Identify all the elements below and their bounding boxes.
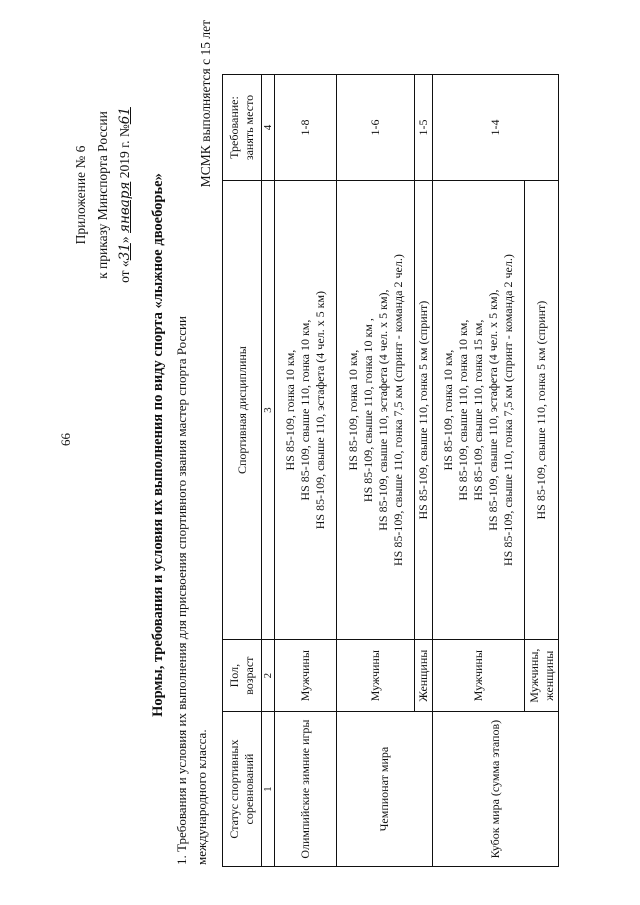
- discipline-item: HS 85-109, свыше 110, гонка 15 км,: [471, 319, 485, 501]
- discipline-item: HS 85-109, гонка 10 км,: [283, 349, 297, 471]
- discipline-item: HS 85-109, свыше 110, эстафета (4 чел. х 5 км): [313, 290, 327, 530]
- document-title: Нормы, требования и условия их выполнения по виду спорта «лыжное двоеборье»: [150, 173, 166, 717]
- header-disciplines: Спортивная дисциплины: [223, 180, 262, 639]
- gender-cell: Мужчины: [275, 640, 337, 712]
- status-cell: Чемпионат мира: [337, 712, 433, 867]
- header-gender-age: Пол, возраст: [223, 640, 262, 712]
- place-cell: 1-6: [337, 75, 415, 181]
- discipline-item: HS 85-109, свыше 110, гонка 10 км,: [456, 319, 470, 501]
- discipline-item: HS 85-109, свыше 110, гонка 10 км,: [298, 319, 312, 501]
- intro-text: [172, 75, 212, 865]
- discipline-item: HS 85-109, свыше 110, гонка 5 км (спринт): [534, 300, 548, 520]
- age-note: МСМК выполняется с 15 лет: [198, 20, 213, 188]
- place-cell: 1-5: [415, 75, 433, 181]
- status-cell: Кубок мира (сумма этапов): [433, 712, 559, 867]
- discipline-item: HS 85-109, свыше 110, гонка 5 км (спринт): [416, 300, 430, 520]
- page-number: 66: [58, 433, 73, 446]
- gender-cell: Женщины: [415, 640, 433, 712]
- discipline-item: HS 85-109, свыше 110, эстафета (4 чел. х 5 км),: [375, 289, 390, 531]
- table-row: [275, 75, 337, 867]
- gender-cell: Мужчины, женщины: [525, 640, 559, 712]
- place-cell: 1-8: [275, 75, 337, 181]
- disciplines-cell: [337, 180, 415, 639]
- table-row: [337, 75, 415, 867]
- appendix-number: Приложение № 6: [73, 145, 88, 245]
- disciplines-cell: [433, 180, 525, 639]
- discipline-item: HS 85-109, гонка 10 км,: [345, 349, 360, 471]
- table-row: [433, 75, 525, 867]
- status-cell: Олимпийские зимние игры: [275, 712, 337, 867]
- discipline-item: HS 85-109, свыше 110, гонка 7,5 км (спринт - команда 2 чел.): [390, 254, 405, 566]
- column-number: 4: [262, 75, 275, 181]
- intro-line-1: 1. Требования и условия их выполнения для присвоения спортивного звания мастер спорта России: [174, 316, 189, 865]
- column-number: 2: [262, 640, 275, 712]
- column-number: 1: [262, 712, 275, 867]
- discipline-item: HS 85-109, свыше 110, гонка 7,5 км (спринт - команда 2 чел.): [501, 254, 515, 566]
- place-cell: 1-4: [433, 75, 559, 181]
- appendix-header: [70, 45, 136, 345]
- order-date: от «31» января 2019 г. №61: [117, 107, 133, 283]
- gender-cell: Мужчины: [433, 640, 525, 712]
- gender-cell: Мужчины: [337, 640, 415, 712]
- header-place: Требование: занять место: [223, 75, 262, 181]
- norms-table: [222, 74, 559, 867]
- disciplines-cell: [415, 180, 433, 639]
- discipline-item: HS 85-109, свыше 110, гонка 10 км ,: [360, 318, 375, 503]
- discipline-item: HS 85-109, гонка 10 км,: [441, 349, 455, 471]
- disciplines-cell: [525, 180, 559, 639]
- header-status: Статус спортивных соревнований: [223, 712, 262, 867]
- intro-line-2: международного класса.: [194, 729, 209, 865]
- discipline-item: HS 85-109, свыше 110, эстафета (4 чел. х 5 км),: [486, 289, 500, 531]
- disciplines-cell: [275, 180, 337, 639]
- order-reference: к приказу Минспорта России: [95, 111, 110, 279]
- table-header-row: [223, 75, 262, 867]
- column-number: 3: [262, 180, 275, 639]
- column-numbers-row: [262, 75, 275, 867]
